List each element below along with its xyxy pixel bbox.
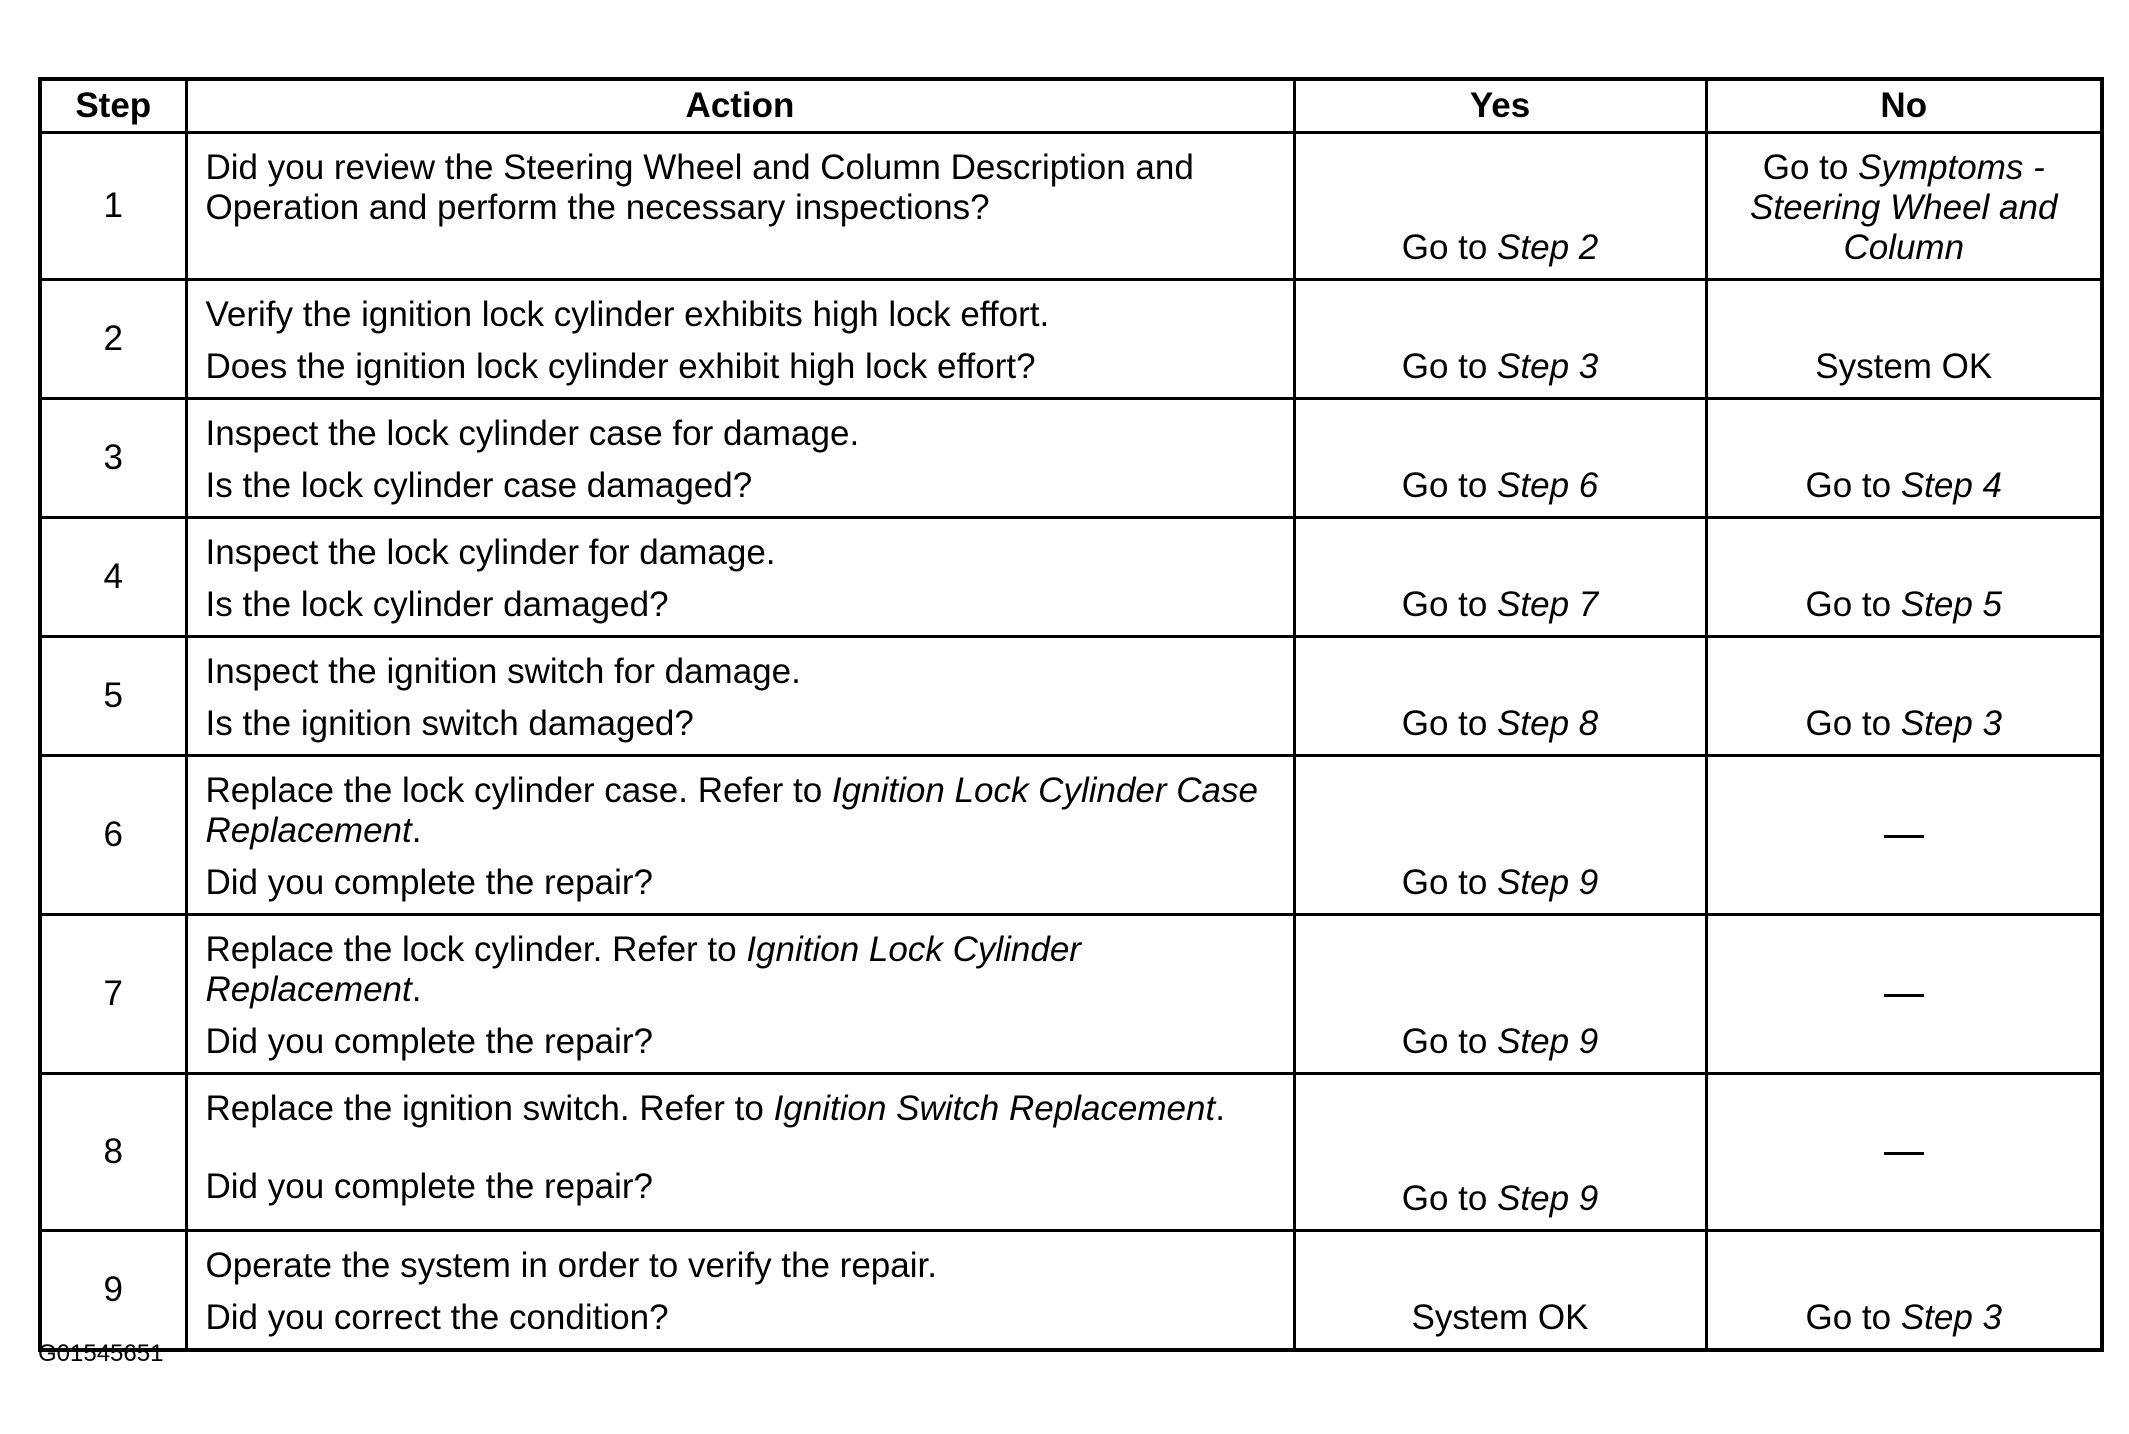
no-cell [1706,756,2102,915]
action-cell [186,1074,1294,1231]
no-cell [1706,637,2102,756]
procedure-link[interactable]: Ignition Switch Replacement [773,1089,1216,1128]
dash-mark [1884,994,1924,997]
table-row [40,1074,2102,1231]
step-number: 4 [40,518,186,637]
yes-cell [1294,280,1706,399]
header-no: No [1706,79,2102,133]
no-prefix: Go to [1805,704,1901,743]
table-row [40,518,2102,637]
instruction-prefix: Replace the lock cylinder. Refer to [205,930,747,969]
step-number: 9 [40,1231,186,1351]
yes-cell [1294,518,1706,637]
yes-step-link[interactable]: Step 8 [1497,704,1599,743]
step-number: 6 [40,756,186,915]
action-cell [186,1231,1294,1351]
yes-prefix: Go to [1401,1179,1498,1218]
yes-step-link[interactable]: Step 7 [1497,585,1599,624]
header-row [40,79,2102,133]
action-cell [186,518,1294,637]
action-cell [186,915,1294,1074]
no-symptoms-link[interactable]: Symptoms - Steering Wheel and Column [1750,148,2058,267]
yes-cell [1294,637,1706,756]
no-prefix: Go to [1805,466,1901,505]
no-cell [1706,915,2102,1074]
dash-mark [1884,835,1924,838]
action-question: Did you complete the repair? [205,1167,653,1206]
header-step: Step [40,79,186,133]
action-question: Is the lock cylinder damaged? [205,585,669,624]
header-yes: Yes [1294,79,1706,133]
action-question: Is the lock cylinder case damaged? [205,466,753,505]
action-question: Did you correct the condition? [205,1298,669,1337]
yes-cell [1294,756,1706,915]
table-row [40,399,2102,518]
yes-prefix: Go to [1401,1022,1498,1061]
procedure-link[interactable]: Ignition Lock Cylinder Replacement [205,930,1081,1009]
yes-cell [1294,1074,1706,1231]
action-cell [186,280,1294,399]
no-prefix: Go to [1762,148,1859,187]
no-cell [1706,399,2102,518]
table-row [40,915,2102,1074]
yes-prefix: Go to [1401,704,1498,743]
action-question: Did you complete the repair? [205,1022,653,1061]
yes-step-link[interactable]: Step 9 [1497,1022,1599,1061]
action-instruction: Operate the system in order to verify the repair. [205,1246,937,1285]
yes-result-text: System OK [1411,1298,1589,1337]
table-row [40,637,2102,756]
procedure-link[interactable]: Ignition Lock Cylinder Case Replacement [205,771,1258,850]
action-question: Is the ignition switch damaged? [205,704,694,743]
action-cell [186,133,1294,280]
yes-cell [1294,1231,1706,1351]
action-cell [186,399,1294,518]
step-number: 3 [40,399,186,518]
step-number: 7 [40,915,186,1074]
no-cell [1706,280,2102,399]
no-step-link[interactable]: Step 3 [1900,704,2003,743]
no-step-link[interactable]: Step 3 [1900,1298,2003,1337]
yes-cell [1294,133,1706,280]
instruction-suffix: . [411,811,422,850]
yes-prefix: Go to [1401,347,1498,386]
no-cell [1706,1231,2102,1351]
step-number: 8 [40,1074,186,1231]
no-step-link[interactable]: Step 4 [1900,466,2003,505]
yes-prefix: Go to [1401,228,1498,267]
dash-mark [1884,1152,1924,1155]
step-number: 2 [40,280,186,399]
table-row [40,756,2102,915]
table-row [40,133,2102,280]
instruction-suffix: . [1215,1089,1225,1128]
instruction-suffix: . [411,970,422,1009]
instruction-prefix: Replace the lock cylinder case. Refer to [205,771,832,810]
action-instruction [206,1089,1275,1129]
action-instruction [206,930,1275,1010]
no-prefix: Go to [1805,1298,1901,1337]
yes-cell [1294,915,1706,1074]
header-action: Action [186,79,1294,133]
action-cell [186,637,1294,756]
no-cell [1706,1074,2102,1231]
action-instruction: Did you review the Steering Wheel and Column Description and Operation and perform the necessary inspections? [205,148,1194,227]
table-row [40,280,2102,399]
no-prefix: Go to [1805,585,1901,624]
yes-step-link[interactable]: Step 6 [1497,466,1599,505]
instruction-prefix: Replace the ignition switch. Refer to [205,1089,774,1128]
action-instruction: Verify the ignition lock cylinder exhibits high lock effort. [205,295,1050,334]
action-question: Did you complete the repair? [205,863,653,902]
figure-id: G01545651 [38,1340,164,1367]
diagnostic-table [38,77,2104,1352]
action-instruction: Inspect the ignition switch for damage. [205,652,801,691]
yes-step-link[interactable]: Step 2 [1497,228,1599,267]
action-cell [186,756,1294,915]
yes-step-link[interactable]: Step 9 [1497,1179,1599,1218]
yes-step-link[interactable]: Step 3 [1497,347,1599,386]
no-step-link[interactable]: Step 5 [1900,585,2003,624]
table-row [40,1231,2102,1351]
no-result-text: System OK [1815,347,1993,386]
action-instruction: Inspect the lock cylinder case for damage. [205,414,860,453]
yes-prefix: Go to [1401,466,1498,505]
yes-prefix: Go to [1401,585,1498,624]
no-cell [1706,133,2102,280]
action-question: Does the ignition lock cylinder exhibit high lock effort? [205,347,1036,386]
no-cell [1706,518,2102,637]
step-number: 5 [40,637,186,756]
action-instruction [206,771,1275,851]
step-number: 1 [40,133,186,280]
yes-prefix: Go to [1401,863,1498,902]
action-instruction: Inspect the lock cylinder for damage. [205,533,776,572]
yes-step-link[interactable]: Step 9 [1497,863,1599,902]
yes-cell [1294,399,1706,518]
